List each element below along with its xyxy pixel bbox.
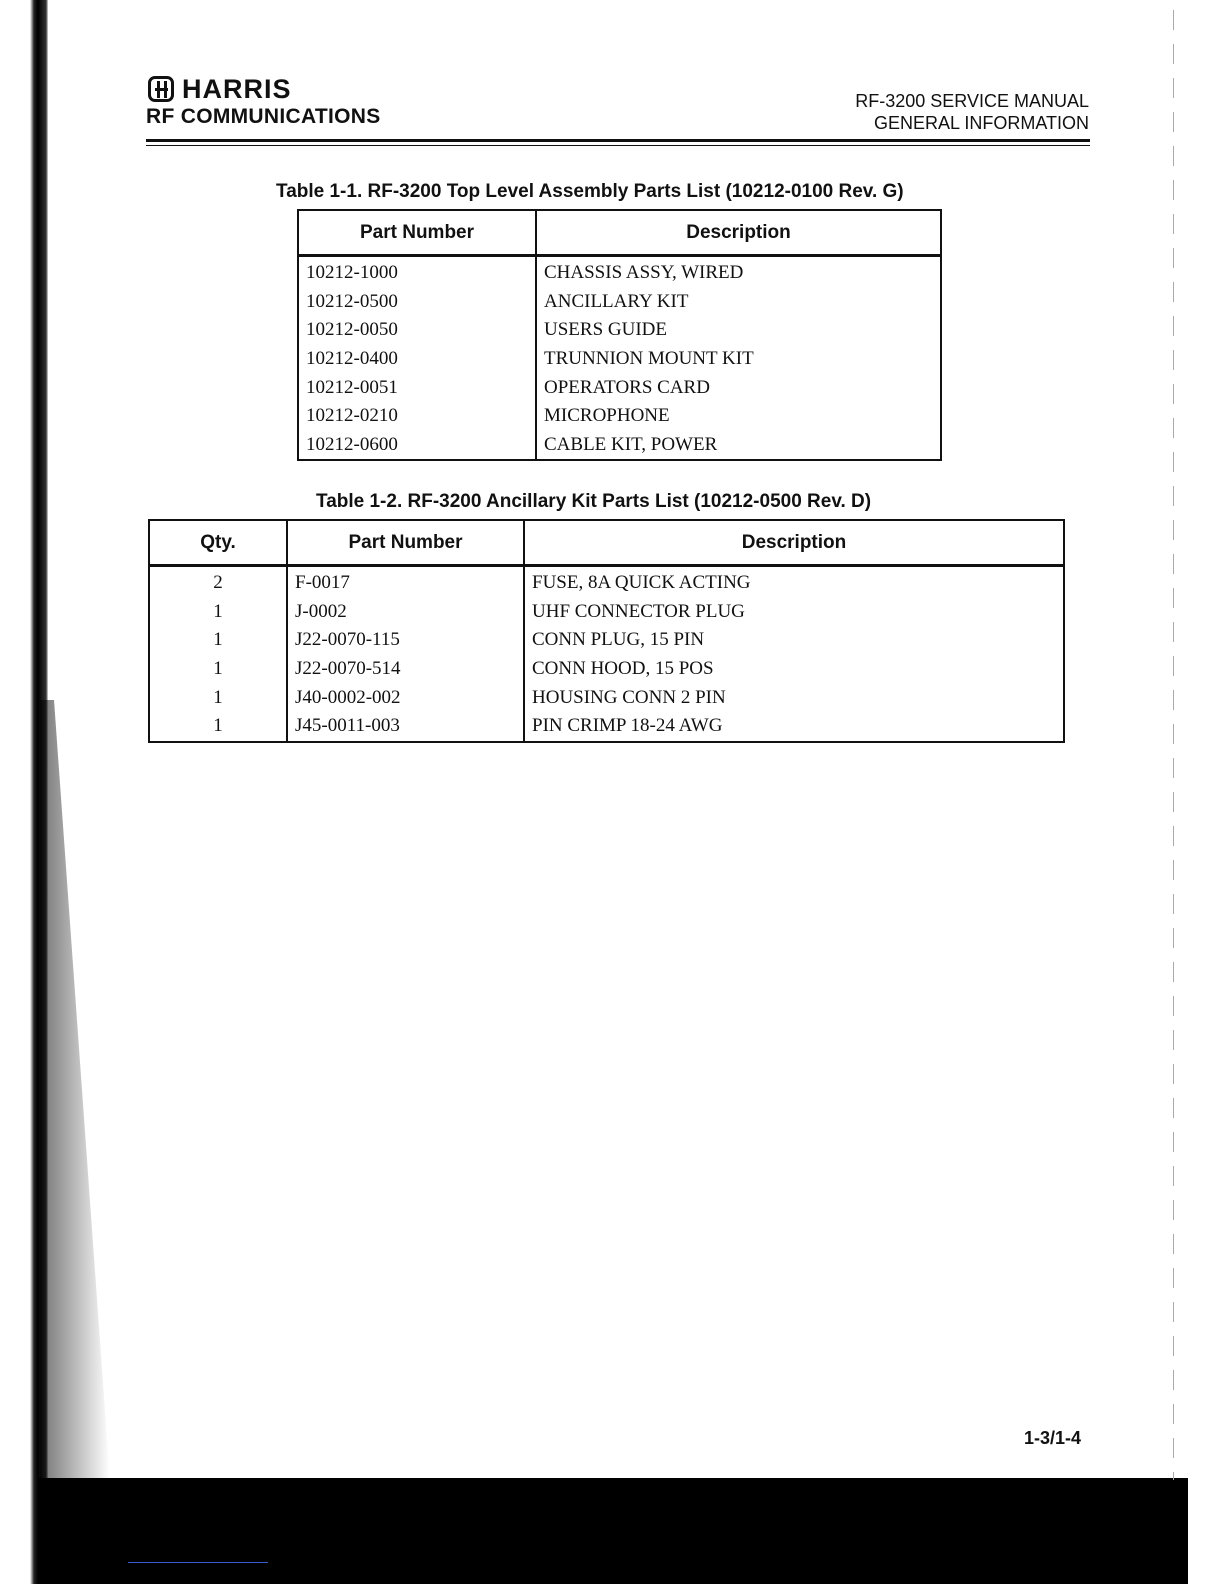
company-name: HARRIS xyxy=(182,74,292,104)
page-number: 1-3/1-4 xyxy=(1024,1428,1082,1448)
table-row xyxy=(298,256,941,288)
qty-cell: 2 xyxy=(213,572,223,594)
brand-block xyxy=(146,74,381,129)
description-cell: CONN HOOD, 15 POS xyxy=(524,655,1064,684)
table-header-row xyxy=(149,520,1064,566)
manual-title: RF-3200 SERVICE MANUAL xyxy=(855,91,1089,111)
section-title: GENERAL INFORMATION xyxy=(873,113,1089,133)
description-cell: TRUNNION MOUNT KIT xyxy=(536,345,941,374)
table-row xyxy=(149,712,1064,742)
part-number-cell: 10212-0500 xyxy=(306,290,398,312)
part-number-cell: F-0017 xyxy=(287,566,524,598)
table-row xyxy=(298,345,941,374)
table-row xyxy=(298,288,941,317)
description-cell: PIN CRIMP 18-24 AWG xyxy=(524,712,1064,742)
description-cell: CONN PLUG, 15 PIN xyxy=(524,626,1064,655)
description-cell: USERS GUIDE xyxy=(536,316,941,345)
column-header-part-number: Part Number xyxy=(298,210,536,256)
part-number-cell: 10212-0210 xyxy=(306,405,398,427)
top-level-parts-table xyxy=(297,209,942,461)
qty-cell: 1 xyxy=(213,629,223,651)
table2-title: Table 1-2. RF-3200 Ancillary Kit Parts List (10212-0500 Rev. D) xyxy=(316,491,872,512)
part-number-cell: 10212-0050 xyxy=(306,319,398,341)
description-cell: CHASSIS ASSY, WIRED xyxy=(536,256,941,288)
table-row xyxy=(149,683,1064,712)
description-cell: MICROPHONE xyxy=(536,402,941,431)
division-name: RF COMMUNICATIONS xyxy=(146,105,381,128)
part-number-cell: J-0002 xyxy=(287,598,524,627)
part-number-cell: 10212-0051 xyxy=(306,376,398,398)
description-cell: CABLE KIT, POWER xyxy=(536,431,941,461)
description-cell: UHF CONNECTOR PLUG xyxy=(524,598,1064,627)
table-row xyxy=(298,316,941,345)
part-number-cell: J45-0011-003 xyxy=(287,712,524,742)
qty-cell: 1 xyxy=(213,658,223,680)
document-info xyxy=(855,90,1089,134)
table-row xyxy=(149,598,1064,627)
part-number-cell: J22-0070-514 xyxy=(287,655,524,684)
table-row xyxy=(149,566,1064,598)
harris-logo-icon xyxy=(148,76,174,102)
scan-shadow-left xyxy=(40,700,110,1480)
ancillary-kit-parts-table xyxy=(148,519,1065,743)
description-cell: ANCILLARY KIT xyxy=(536,288,941,317)
table-row xyxy=(149,626,1064,655)
part-number-cell: J22-0070-115 xyxy=(287,626,524,655)
column-header-qty: Qty. xyxy=(149,520,287,566)
description-cell: FUSE, 8A QUICK ACTING xyxy=(524,566,1064,598)
table-row xyxy=(298,373,941,402)
table-row xyxy=(149,655,1064,684)
column-header-description: Description xyxy=(524,520,1064,566)
scan-artifact-line xyxy=(128,1562,268,1563)
qty-cell: 1 xyxy=(213,715,223,737)
column-header-description: Description xyxy=(536,210,941,256)
description-cell: OPERATORS CARD xyxy=(536,373,941,402)
column-header-part-number: Part Number xyxy=(287,520,524,566)
part-number-cell: J40-0002-002 xyxy=(287,683,524,712)
table1-title: Table 1-1. RF-3200 Top Level Assembly Parts List (10212-0100 Rev. G) xyxy=(276,181,904,202)
qty-cell: 1 xyxy=(213,686,223,708)
table-row xyxy=(298,431,941,461)
part-number-cell: 10212-0400 xyxy=(306,348,398,370)
table-row xyxy=(298,402,941,431)
table-header-row xyxy=(298,210,941,256)
part-number-cell: 10212-1000 xyxy=(306,262,398,284)
scan-edge-bottom xyxy=(38,1478,1188,1584)
brand-row xyxy=(146,74,381,104)
header-rule xyxy=(146,139,1090,142)
description-cell: HOUSING CONN 2 PIN xyxy=(524,683,1064,712)
qty-cell: 1 xyxy=(213,600,223,622)
part-number-cell: 10212-0600 xyxy=(306,433,398,455)
scan-edge-right xyxy=(1173,10,1174,1480)
header-rule-thin xyxy=(146,145,1090,146)
